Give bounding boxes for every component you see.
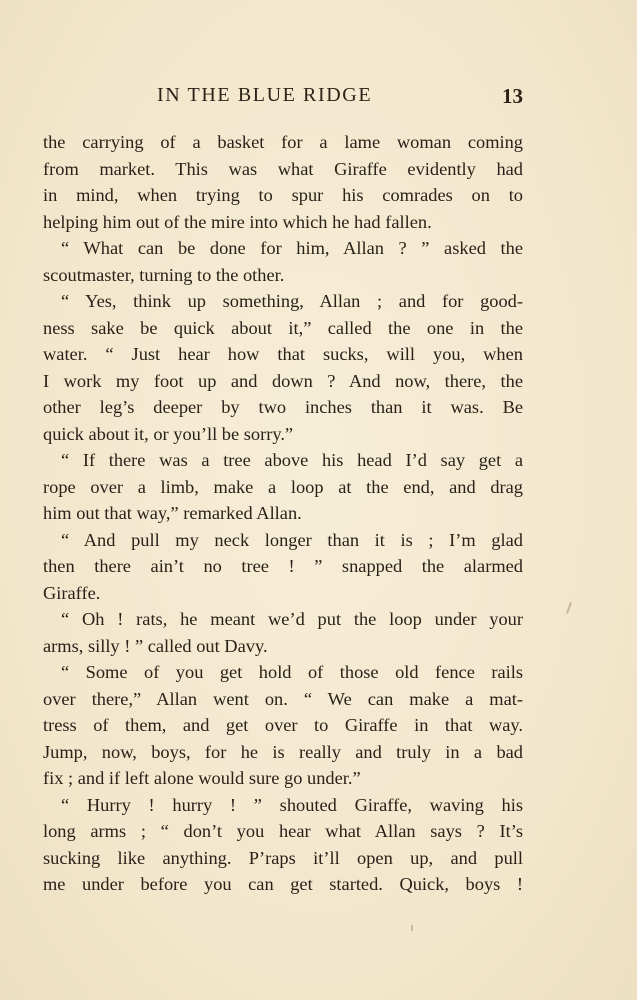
text-line: fix ; and if left alone would sure go under.” [43, 768, 361, 788]
text-line: over there,” Allan went on. “ We can make a mat- [43, 688, 523, 709]
text-line: arms, silly ! ” called out Davy. [43, 635, 268, 656]
text-line: quick about it, or you’ll be sorry.” [43, 423, 294, 444]
text-line: I work my foot up and down ? And now, there, the [43, 370, 523, 391]
text-line: “ Some of you get hold of those old fence rails [61, 662, 523, 682]
text-line: “ What can be done for him, Allan ? ” asked the [61, 238, 523, 258]
text-line: “ And pull my neck longer than it is ; I’m glad [61, 529, 523, 550]
text-line: helping him out of the mire into which he had fallen. [43, 211, 432, 232]
text-line: tress of them, and get over to Giraffe in that way. [43, 715, 523, 735]
text-line: Giraffe. [43, 582, 101, 603]
text-line: Jump, now, boys, for he is really and truly in a bad [43, 741, 523, 762]
text-line: me under before you can get started. Quick, boys ! [43, 874, 523, 894]
text-line: long arms ; “ don’t you hear what Allan says ? It’s [43, 821, 523, 841]
text-line: sucking like anything. P’raps it’ll open up, and pull [43, 847, 523, 868]
text-line: “ Yes, think up something, Allan ; and for good- [61, 291, 523, 311]
text-line: him out that way,” remarked Allan. [43, 503, 302, 523]
text-line: other leg’s deeper by two inches than it was. Be [43, 397, 523, 417]
text-line: the carrying of a basket for a lame woman coming [43, 132, 523, 152]
text-line: “ Hurry ! hurry ! ” shouted Giraffe, waving his [61, 794, 523, 815]
paper-speck [566, 602, 572, 614]
text-line: then there ain’t no tree ! ” snapped the alarmed [43, 556, 523, 576]
running-title: IN THE BLUE RIDGE [157, 84, 373, 106]
text-line: in mind, when trying to spur his comrades on to [43, 185, 523, 205]
text-line: water. “ Just hear how that sucks, will you, when [43, 344, 523, 364]
paper-speck [411, 925, 413, 931]
text-line: from market. This was what Giraffe evidently had [43, 158, 523, 179]
page-number: 13 [502, 84, 523, 108]
text-line: “ Oh ! rats, he meant we’d put the loop under your [61, 609, 523, 629]
running-header [43, 84, 523, 112]
text-line: “ If there was a tree above his head I’d say get a [61, 450, 523, 470]
text-line: scoutmaster, turning to the other. [43, 264, 285, 285]
text-line: ness sake be quick about it,” called the one in the [43, 317, 523, 338]
text-line: rope over a limb, make a loop at the end, and drag [43, 476, 523, 497]
body-text [43, 129, 523, 898]
